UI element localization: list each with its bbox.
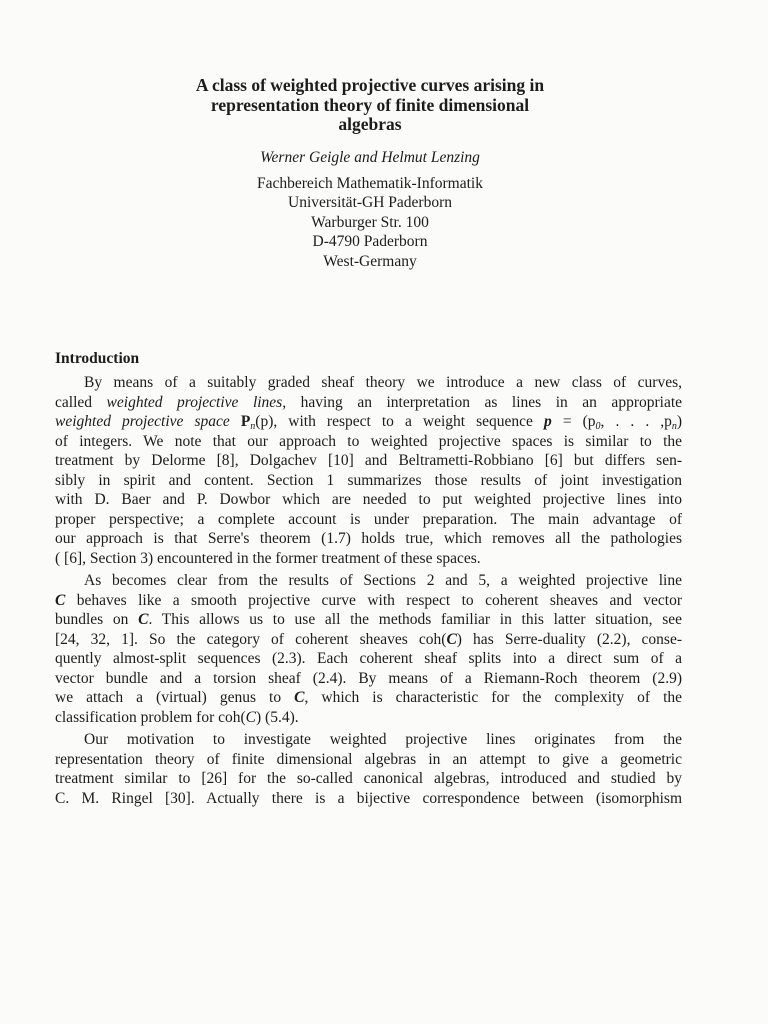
text-line xyxy=(55,591,682,611)
paragraph xyxy=(55,571,682,727)
text-run: we attach a (virtual) genus to xyxy=(55,689,282,706)
affiliation xyxy=(60,174,680,271)
math-symbol: C xyxy=(138,611,149,628)
title-line: A class of weighted projective curves arising in xyxy=(195,75,545,95)
text-run: ) has Serre-duality (2.2), conse- xyxy=(456,630,683,648)
section-body xyxy=(55,373,682,808)
text-line xyxy=(55,610,682,630)
text-run: ) xyxy=(676,413,683,430)
text-run: called xyxy=(55,393,93,411)
text-run: bundles on xyxy=(55,611,129,628)
text-line: proper perspective; a complete account is under preparation. The main advantage of xyxy=(55,510,682,528)
affiliation-line: Warburger Str. 100 xyxy=(311,213,429,231)
math-symbol: P xyxy=(240,413,251,430)
math-symbol: C xyxy=(294,689,305,706)
text-line: quently almost-split sequences (2.3). Each coherent sheaf splits into a direct sum of a xyxy=(55,650,682,667)
emphasis-term: weighted projective space xyxy=(55,413,230,430)
text-line: Our motivation to investigate weighted projective lines originates from the xyxy=(84,731,682,748)
text-line: treatment by Delorme [8], Dolgachev [10] and Beltrametti-Robbiano [6] but differs sen- xyxy=(55,452,682,469)
affiliation-line: Fachbereich Mathematik-Informatik xyxy=(257,175,483,192)
text-run: , . . . ,p xyxy=(600,413,672,430)
text-line: C. M. Ringel [30]. Actually there is a bijective correspondence between (isomorphism xyxy=(55,789,682,807)
text-line xyxy=(55,688,682,708)
text-line: ( [6], Section 3) encountered in the former treatment of these spaces. xyxy=(55,549,481,567)
affiliation-line: D-4790 Paderborn xyxy=(312,233,428,251)
text-run: classification problem for coh( xyxy=(55,708,246,726)
text-run: having an interpretation as lines in an appropriate xyxy=(300,393,683,411)
emphasis-term: weighted projective lines, xyxy=(106,393,287,411)
text-line xyxy=(55,393,682,413)
text-line: By means of a suitably graded sheaf theory we introduce a new class of curves, xyxy=(84,374,682,391)
math-subscript: n xyxy=(250,421,256,432)
text-line: representation theory of finite dimensional algebras in an attempt to give a geometric xyxy=(55,750,682,768)
affiliation-line: West-Germany xyxy=(323,252,417,270)
text-run: (p), with respect to a weight sequence xyxy=(255,413,533,430)
math-subscript: 0 xyxy=(595,421,601,432)
text-line xyxy=(55,708,682,728)
math-symbol: C xyxy=(55,591,66,609)
text-line: with D. Baer and P. Dowbor which are needed to put weighted projective lines into xyxy=(55,491,682,508)
text-line: As becomes clear from the results of Sections 2 and 5, a weighted projective line xyxy=(84,572,682,589)
math-symbol: C xyxy=(446,630,457,648)
paper-title xyxy=(60,76,680,135)
affiliation-line: Universität-GH Paderborn xyxy=(288,194,452,212)
text-run: , which is characteristic for the complexity of the xyxy=(304,689,683,706)
math-subscript: n xyxy=(671,421,677,432)
section-heading: Introduction xyxy=(55,350,140,367)
title-line: representation theory of finite dimensional xyxy=(210,94,530,115)
text-line: treatment similar to [26] for the so-called canonical algebras, introduced and studied by xyxy=(55,770,682,787)
text-line xyxy=(55,630,682,650)
text-run: ) (5.4). xyxy=(256,708,299,726)
math-symbol: p xyxy=(544,413,552,430)
paragraph xyxy=(55,373,682,568)
title-line: algebras xyxy=(338,114,402,134)
text-line: sibly in spirit and content. Section 1 summarizes those results of joint investigation xyxy=(55,471,682,489)
text-run: . This allows us to use all the methods familiar in this latter situation, see xyxy=(148,611,682,628)
text-line xyxy=(55,412,682,432)
text-run: [24, 32, 1]. So the category of coherent sheaves coh( xyxy=(55,630,447,648)
author-names: Werner Geigle and Helmut Lenzing xyxy=(260,149,480,166)
text-run: behaves like a smooth projective curve with respect to coherent sheaves and vector xyxy=(76,591,683,609)
paragraph xyxy=(55,730,682,808)
text-run: = (p xyxy=(562,413,596,430)
text-line: our approach is that Serre's theorem (1.7) holds true, which removes all the pathologies xyxy=(55,530,682,547)
text-line: vector bundle and a torsion sheaf (2.4). By means of a Riemann-Roch theorem (2.9) xyxy=(55,669,682,687)
math-symbol: C xyxy=(245,708,257,726)
text-line: of integers. We note that our approach to weighted projective spaces is similar to the xyxy=(55,432,682,450)
